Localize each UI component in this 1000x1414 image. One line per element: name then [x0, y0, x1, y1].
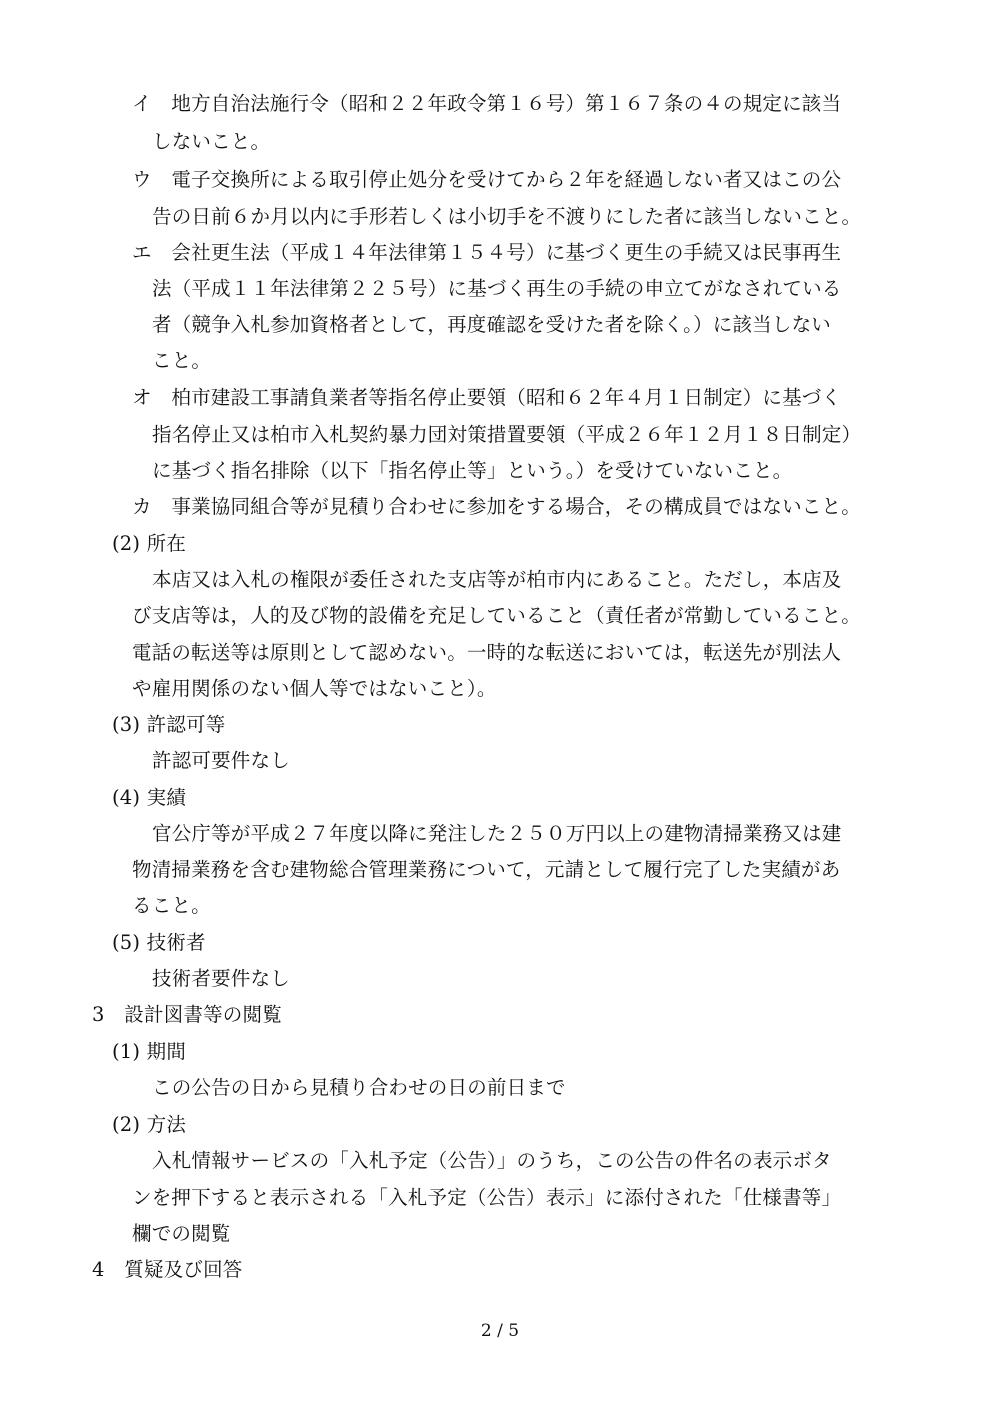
text-line: オ 柏市建設工事請負業者等指名停止要領（昭和６２年４月１日制定）に基づく [132, 386, 842, 409]
text-line: 本店又は入札の権限が委任された支店等が柏市内にあること。ただし，本店及 [152, 568, 842, 591]
text-line: 官公庁等が平成２７年度以降に発注した２５０万円以上の建物清掃業務又は建 [152, 822, 842, 845]
text-line: しないこと。 [152, 130, 271, 153]
chapter-heading: 4 質疑及び回答 [92, 1258, 243, 1281]
text-line: 欄での閲覧 [132, 1222, 231, 1245]
text-line: 物清掃業務を含む建物総合管理業務について，元請として履行完了した実績があ [132, 858, 841, 881]
text-line: 法（平成１１年法律第２２５号）に基づく再生の手続の申立てがなされている [152, 277, 842, 300]
text-line: エ 会社更生法（平成１４年法律第１５４号）に基づく更生の手続又は民事再生 [132, 241, 842, 264]
text-line: 許認可要件なし [152, 749, 290, 772]
section-heading: (1) 期間 [112, 1040, 187, 1063]
chapter-heading: 3 設計図書等の閲覧 [92, 1003, 282, 1026]
text-line: 電話の転送等は原則として認めない。一時的な転送においては，転送先が別法人 [132, 641, 842, 664]
text-line: ること。 [132, 894, 211, 917]
text-line: 指名停止又は柏市入札契約暴力団対策措置要領（平成２６年１２月１８日制定） [152, 423, 862, 446]
text-line: 入札情報サービスの「入札予定（公告）」のうち，この公告の件名の表示ボタ [152, 1149, 832, 1172]
text-line: 告の日前６か月以内に手形若しくは小切手を不渡りにした者に該当しないこと。 [152, 205, 862, 228]
section-heading: (2) 所在 [112, 532, 187, 555]
text-line: び支店等は，人的及び物的設備を充足していること（責任者が常勤していること。 [132, 604, 861, 627]
page-number: 2 / 5 [480, 1321, 520, 1341]
text-line: こと。 [152, 349, 212, 372]
text-line: カ 事業協同組合等が見積り合わせに参加をする場合，その構成員ではないこと。 [132, 495, 861, 518]
text-line: ウ 電子交換所による取引停止処分を受けてから２年を経過しない者又はこの公 [132, 168, 842, 191]
text-line: に基づく指名排除（以下「指名停止等」という。）を受けていないこと。 [152, 459, 793, 482]
section-heading: (5) 技術者 [112, 931, 206, 954]
text-line: 技術者要件なし [152, 967, 290, 990]
text-line: ンを押下すると表示される「入札予定（公告）表示」に添付された「仕様書等」 [132, 1186, 842, 1209]
text-line: イ 地方自治法施行令（昭和２２年政令第１６号）第１６７条の４の規定に該当 [132, 92, 842, 115]
section-heading: (4) 実績 [112, 786, 187, 809]
text-line: この公告の日から見積り合わせの日の前日まで [152, 1076, 566, 1099]
text-line: 者（競争入札参加資格者として，再度確認を受けた者を除く。）に該当しない [152, 313, 831, 336]
text-line: や雇用関係のない個人等ではないこと）。 [132, 677, 497, 700]
section-heading: (2) 方法 [112, 1113, 187, 1136]
section-heading: (3) 許認可等 [112, 713, 226, 736]
